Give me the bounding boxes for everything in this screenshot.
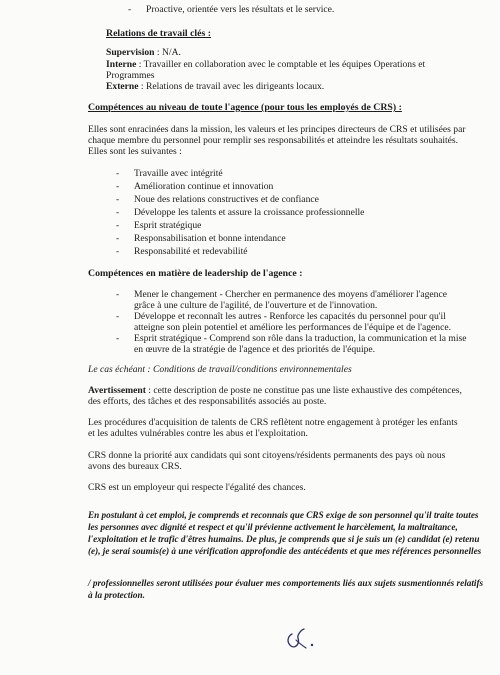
leadership-item-cont: grâce à une culture de l'agilité, de l'ouverture et de l'innovation. [134, 300, 378, 311]
list-item: - Noue des relations constructives et de confiance [116, 194, 319, 205]
declaration-tail-2: à la protection. [88, 590, 145, 600]
procedures-line-1: Les procédures d'acquisition de talents de CRS reflètent notre engagement à protéger les enfants [88, 417, 458, 428]
declaration-line: (e), je serai soumis(e) à une vérification approfondie des antécédents et que mes références personnelles [88, 546, 482, 556]
warning-line-1: Avertissement : cette description de poste ne constitue pas une liste exhaustive des compétences, [88, 385, 462, 396]
externe-line: Externe : Relations de travail avec les dirigeants locaux. [106, 81, 325, 92]
leadership-item: - Esprit stratégique - Comprend son rôle dans la traduction, la communication et la mise [116, 333, 467, 344]
declaration-tail-1: / professionnelles seront utilisées pour évaluer mes comportements liés aux sujets susmentionnés relatifs [88, 578, 484, 588]
agency-intro-2: chaque membre du personnel pour remplir ses responsabilités et atteindre les résultats souhaités. [88, 135, 459, 146]
interne-line: Interne : Travailler en collaboration avec le comptable et les équipes Operations et [106, 59, 426, 70]
list-item: - Amélioration continue et innovation [116, 181, 274, 192]
interne-line-2: Programmes [106, 70, 155, 81]
priority-line-2: avons des bureaux CRS. [88, 461, 182, 472]
agency-intro-1: Elles sont enracinées dans la mission, les valeurs et les principes directeurs de CRS et utilisées par [88, 124, 466, 135]
leadership-heading: Compétences en matière de leadership de l'agence : [88, 268, 303, 279]
top-bullet: - Proactive, orientée vers les résultats et le service. [128, 4, 335, 15]
supervision-line: Supervision : N/A. [106, 47, 181, 58]
leadership-item: - Développe et reconnaît les autres - Renforce les capacités du personnel pour qu'il [116, 311, 446, 322]
priority-line-1: CRS donne la priorité aux candidats qui sont citoyens/résidents permanents des pays où nous [88, 450, 446, 461]
list-item: - Responsabilisation et bonne intendance [116, 233, 286, 244]
list-item: - Responsabilité et redevabilité [116, 246, 248, 257]
relations-heading: Relations de travail clés : [106, 28, 212, 39]
agency-intro-3: Elles sont les suivantes : [88, 146, 182, 157]
declaration-line: En postulant à cet emploi, je comprends et reconnais que CRS exige de son personnel qu'il traite toutes [88, 510, 479, 520]
list-item: - Esprit stratégique [116, 220, 202, 231]
declaration-line: les personnes avec dignité et respect et qu'il prévienne activement le harcèlement, la maltraitance, [88, 522, 458, 532]
agency-heading: Compétences au niveau de toute l'agence (pour tous les employés de CRS) : [88, 102, 402, 113]
leadership-item-cont: atteigne son plein potentiel et améliore les performances de l'équipe et de l'agence. [134, 322, 451, 333]
declaration-line: l'exploitation et le trafic d'êtres humains. De plus, je comprends que si je suis un (e) candidat (e) retenu [88, 534, 480, 544]
leadership-item-cont: en œuvre de la stratégie de l'agence et des priorités de l'équipe. [134, 344, 376, 355]
equality-line: CRS est un employeur qui respecte l'égalité des chances. [88, 482, 306, 493]
list-item: - Travaille avec intégrité [116, 168, 223, 179]
handwritten-signature [282, 626, 322, 652]
warning-line-2: des efforts, des tâches et des responsabilités associés au poste. [88, 396, 327, 407]
conditions-line: Le cas échéant : Conditions de travail/conditions environnementales [88, 364, 352, 375]
list-item: - Développe les talents et assure la croissance professionnelle [116, 207, 365, 218]
procedures-line-2: et les adultes vulnérables contre les abus et l'exploitation. [88, 428, 308, 439]
leadership-item: - Mener le changement - Chercher en permanence des moyens d'améliorer l'agence [116, 289, 447, 300]
